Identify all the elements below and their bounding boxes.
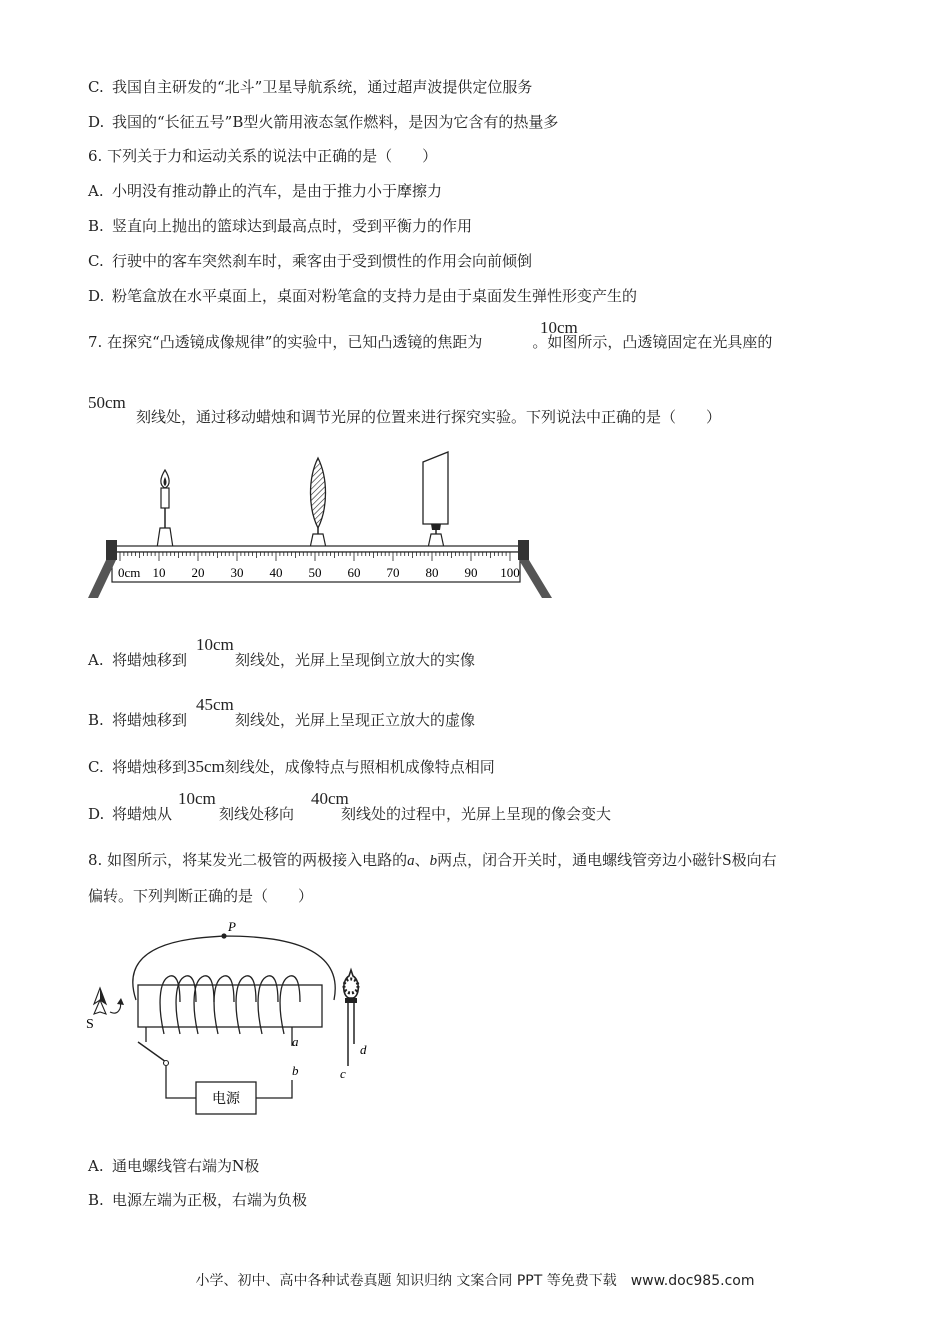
q7-option-b-value: 45cm: [196, 695, 234, 714]
scale-label: 100: [500, 565, 520, 580]
q7-option-d: D. 将蜡烛从 刻线处移向 刻线处的过程中，光屏上呈现的像会变大: [88, 805, 612, 823]
q7-option-c-value: 35cm: [187, 757, 225, 776]
q8-option-b: B. 电源左端为正极，右端为负极: [88, 1191, 308, 1209]
q8-option-a: A. 通电螺线管右端为N极: [88, 1156, 260, 1175]
scale-label: 10: [152, 565, 166, 580]
q8-stem-line1: 8. 如图所示，将某发光二极管的两极接入电路的a、b两点，闭合开关时，通电螺线管旁边小磁针S极向右: [88, 850, 777, 869]
q7-lens-position: 50cm: [88, 393, 126, 412]
label-s: S: [86, 1017, 94, 1032]
led-icon: [344, 970, 359, 1066]
label-a: a: [292, 1034, 299, 1049]
q7-option-b: B. 将蜡烛移到 刻线处，光屏上呈现正立放大的虚像: [88, 711, 476, 729]
scale-label: 60: [347, 565, 361, 580]
scale-label: 90: [464, 565, 478, 580]
label-c: c: [340, 1066, 346, 1081]
q8-stem-line2: 偏转。下列判断正确的是（ ）: [88, 887, 314, 905]
label-b: b: [292, 1063, 299, 1078]
q6-option-d: D. 粉笔盒放在水平桌面上，桌面对粉笔盒的支持力是由于桌面发生弹性形变产生的: [88, 287, 638, 305]
scale-label: 80: [425, 565, 439, 580]
q7-focal-length: 10cm: [540, 318, 578, 337]
q7-option-a: A. 将蜡烛移到 刻线处，光屏上呈现倒立放大的实像: [88, 651, 476, 669]
q7-stem-line1: 7. 在探究“凸透镜成像规律”的实验中，已知凸透镜的焦距为 。如图所示，凸透镜固定在光具座的: [88, 333, 773, 351]
q7-option-d-value1: 10cm: [178, 789, 216, 808]
q6-option-a: A. 小明没有推动静止的汽车，是由于推力小于摩擦力: [88, 182, 443, 200]
scale-label: 30: [230, 565, 244, 580]
scale-label: 0cm: [118, 565, 141, 580]
q7-option-c: C. 将蜡烛移到35cm刻线处，成像特点与照相机成像特点相同: [88, 757, 495, 776]
solenoid-circuit-diagram: [86, 918, 386, 1118]
label-p: P: [228, 919, 236, 934]
page-footer: 小学、初中、高中各种试卷真题 知识归纳 文案合同 PPT 等免费下载 www.doc985.com: [195, 1273, 755, 1289]
q7-option-d-value2: 40cm: [311, 789, 349, 808]
light-screen: [423, 452, 448, 548]
q5-option-c: C. 我国自主研发的“北斗”卫星导航系统，通过超声波提供定位服务: [88, 78, 533, 96]
power-source-label: 电源: [212, 1092, 240, 1107]
scale-label: 50: [308, 565, 322, 580]
compass-needle: [94, 988, 124, 1014]
q6-option-c: C. 行驶中的客车突然刹车时，乘客由于受到惯性的作用会向前倾倒: [88, 252, 533, 270]
candle: [157, 470, 173, 548]
q7-option-a-value: 10cm: [196, 635, 234, 654]
optical-bench-diagram: [86, 448, 556, 604]
q6-stem: 6. 下列关于力和运动关系的说法中正确的是（ ）: [88, 147, 438, 165]
q6-option-b: B. 竖直向上抛出的篮球达到最高点时，受到平衡力的作用: [88, 217, 473, 235]
convex-lens: [310, 458, 326, 548]
scale-label: 20: [191, 565, 205, 580]
scale-label: 40: [269, 565, 283, 580]
label-d: d: [360, 1042, 367, 1057]
scale-label: 70: [386, 565, 400, 580]
q5-option-d: D. 我国的“长征五号”B型火箭用液态氢作燃料，是因为它含有的热量多: [88, 113, 559, 131]
q7-stem-line2: 刻线处，通过移动蜡烛和调节光屏的位置来进行探究实验。下列说法中正确的是（ ）: [136, 408, 722, 426]
